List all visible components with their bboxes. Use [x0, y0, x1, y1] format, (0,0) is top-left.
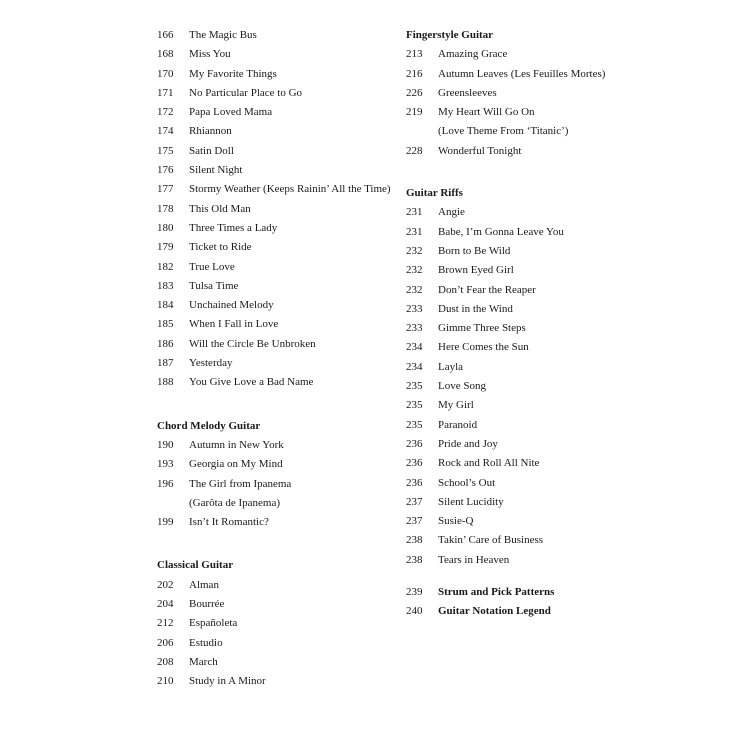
- song-title: Here Comes the Sun: [438, 341, 529, 354]
- songs-list: [157, 26, 389, 393]
- song-title: Papa Loved Mama: [189, 106, 273, 119]
- list-item: [157, 315, 389, 334]
- list-item: [406, 319, 636, 338]
- page-number: 204: [157, 598, 174, 611]
- section-heading: Guitar Riffs: [406, 187, 463, 200]
- song-title: You Give Love a Bad Name: [189, 376, 314, 389]
- page-number: 238: [406, 553, 423, 566]
- appendix-title: Strum and Pick Patterns: [438, 586, 555, 599]
- song-subtitle: (Garôta de Ipanema): [189, 496, 281, 509]
- list-item: [157, 45, 389, 64]
- list-item: [157, 595, 389, 614]
- list-item: [157, 513, 389, 532]
- song-title: Pride and Joy: [438, 437, 498, 450]
- song-title: Tulsa Time: [189, 279, 239, 292]
- list-item: [157, 142, 389, 161]
- list-item: [406, 493, 636, 512]
- list-item: [157, 614, 389, 633]
- page-number: 178: [157, 202, 174, 215]
- page-number: 166: [157, 29, 174, 41]
- contents-left-column: [157, 26, 389, 692]
- song-title: Study in A Minor: [189, 675, 266, 688]
- list-item: [157, 103, 389, 122]
- song-title: Rock and Roll All Nite: [438, 457, 540, 470]
- page-number: 233: [406, 302, 423, 315]
- song-title: March: [189, 655, 218, 668]
- song-title: My Girl: [438, 399, 474, 412]
- list-item: [157, 180, 389, 199]
- riffs-section: [406, 184, 636, 570]
- song-title: This Old Man: [189, 202, 251, 215]
- song-title: Silent Lucidity: [438, 495, 504, 508]
- list-item: [157, 296, 389, 315]
- song-title: Satin Doll: [189, 144, 234, 157]
- list-item: [157, 436, 389, 455]
- list-item: [157, 672, 389, 691]
- page-number: 180: [157, 221, 174, 234]
- song-title: Autumn in New York: [189, 438, 284, 451]
- song-title: Paranoid: [438, 418, 478, 431]
- contents-right-column: [406, 26, 636, 622]
- section-spacer: [406, 570, 636, 583]
- list-item: [157, 373, 389, 392]
- list-item: [157, 335, 389, 354]
- list-item: [406, 416, 636, 435]
- list-item: [406, 242, 636, 261]
- list-item: [157, 26, 389, 45]
- page-number: 183: [157, 279, 174, 292]
- song-title: When I Fall in Love: [189, 318, 279, 331]
- page-number: 240: [406, 605, 423, 618]
- list-item: [157, 219, 389, 238]
- section-spacer: [157, 393, 389, 417]
- page-number: 234: [406, 341, 423, 354]
- page-number: 237: [406, 495, 423, 508]
- song-title: My Heart Will Go On: [438, 106, 535, 119]
- list-item: [406, 531, 636, 550]
- list-item: [406, 512, 636, 531]
- page-number: 179: [157, 241, 174, 254]
- page-number: 237: [406, 515, 423, 528]
- page-number: 184: [157, 299, 174, 312]
- song-title: Georgia on My Mind: [189, 458, 283, 471]
- song-title: My Favorite Things: [189, 67, 277, 80]
- page-number: 193: [157, 458, 174, 471]
- appendix-title: Guitar Notation Legend: [438, 605, 551, 618]
- list-item: [406, 583, 636, 602]
- page-number: 168: [157, 48, 174, 61]
- page-number: 234: [406, 360, 423, 373]
- song-title: Love Song: [438, 380, 486, 393]
- list-item: [157, 84, 389, 103]
- page-number: 233: [406, 322, 423, 335]
- song-title: The Girl from Ipanema: [189, 477, 292, 490]
- page-number: 177: [157, 183, 174, 196]
- list-item: [406, 454, 636, 473]
- song-title: Autumn Leaves (Les Feuilles Mortes): [438, 67, 606, 80]
- list-item: [406, 358, 636, 377]
- section-spacer: [406, 161, 636, 184]
- song-title: Takin’ Care of Business: [438, 534, 544, 547]
- list-item: [406, 602, 636, 621]
- list-item: [157, 653, 389, 672]
- song-title: True Love: [189, 260, 235, 273]
- list-item: [406, 142, 636, 161]
- page-number: 231: [406, 225, 423, 238]
- page-number: 186: [157, 337, 174, 350]
- page-number: 238: [406, 534, 423, 547]
- song-title: Silent Night: [189, 164, 243, 177]
- list-item: [406, 300, 636, 319]
- page-number: 175: [157, 144, 174, 157]
- page-number: 174: [157, 125, 174, 138]
- page-number: 210: [157, 675, 174, 688]
- song-title: Amazing Grace: [438, 48, 508, 61]
- song-title: Unchained Melody: [189, 299, 274, 312]
- song-title: The Magic Bus: [189, 29, 257, 41]
- list-item: [406, 281, 636, 300]
- song-title: Brown Eyed Girl: [438, 264, 514, 277]
- song-title: Tears in Heaven: [438, 553, 510, 566]
- list-item: [157, 238, 389, 257]
- page-number: 226: [406, 86, 423, 99]
- appendix-section: [406, 583, 636, 622]
- list-item: [406, 261, 636, 280]
- song-title: Yesterday: [189, 357, 233, 370]
- list-item: [157, 65, 389, 84]
- list-item: [406, 377, 636, 396]
- song-title: Greensleeves: [438, 86, 497, 99]
- song-title: Don’t Fear the Reaper: [438, 283, 536, 296]
- page-number: 185: [157, 318, 174, 331]
- list-item: [406, 203, 636, 222]
- page-number: 213: [406, 48, 423, 61]
- page-number: 206: [157, 636, 174, 649]
- list-item: [157, 277, 389, 296]
- list-item: [406, 103, 636, 122]
- list-item: [406, 474, 636, 493]
- song-title: No Particular Place to Go: [189, 86, 303, 99]
- list-item: [157, 258, 389, 277]
- page-number: 231: [406, 206, 423, 219]
- song-subtitle: (Love Theme From ‘Titanic’): [438, 125, 569, 138]
- section-heading: Chord Melody Guitar: [157, 419, 261, 432]
- page-number: 202: [157, 578, 174, 591]
- song-title: Estudio: [189, 636, 223, 649]
- song-title: Dust in the Wind: [438, 302, 513, 315]
- page-number: 236: [406, 437, 423, 450]
- page-number: 187: [157, 357, 174, 370]
- page-number: 170: [157, 67, 174, 80]
- page-number: 232: [406, 244, 423, 257]
- song-title: Babe, I’m Gonna Leave You: [438, 225, 564, 238]
- list-item: [157, 576, 389, 595]
- song-title: Rhiannon: [189, 125, 232, 138]
- song-title: Isn’t It Romantic?: [189, 516, 269, 529]
- page-number: 232: [406, 264, 423, 277]
- list-item: [406, 45, 636, 64]
- list-item: [406, 435, 636, 454]
- list-item: [157, 455, 389, 474]
- list-item: [157, 200, 389, 219]
- song-title: Ticket to Ride: [189, 241, 252, 254]
- song-title: Bourrée: [189, 598, 225, 611]
- section-spacer: [157, 532, 389, 556]
- list-item: [406, 223, 636, 242]
- page-number: 228: [406, 144, 423, 157]
- page-number: 239: [406, 586, 423, 599]
- section-heading: Fingerstyle Guitar: [406, 29, 494, 41]
- list-item: [406, 396, 636, 415]
- page-number: 171: [157, 86, 174, 99]
- song-title: School’s Out: [438, 476, 496, 489]
- page-number: 216: [406, 67, 423, 80]
- song-title: Miss You: [189, 48, 231, 61]
- page-number: 235: [406, 380, 423, 393]
- song-title: Layla: [438, 360, 464, 373]
- list-item: [406, 338, 636, 357]
- song-title: Gimme Three Steps: [438, 322, 526, 335]
- page-number: 182: [157, 260, 174, 273]
- song-title: Born to Be Wild: [438, 244, 511, 257]
- page-number: 196: [157, 477, 174, 490]
- song-title: Will the Circle Be Unbroken: [189, 337, 316, 350]
- fingerstyle-section: [406, 26, 636, 161]
- list-item: [157, 161, 389, 180]
- list-item: [157, 122, 389, 141]
- list-item: [157, 634, 389, 653]
- chord-melody-section: [157, 417, 389, 533]
- page-number: 199: [157, 516, 174, 529]
- page-number: 235: [406, 418, 423, 431]
- list-item: [406, 65, 636, 84]
- list-item: [157, 475, 389, 494]
- song-title: Stormy Weather (Keeps Rainin’ All the Time): [189, 183, 391, 196]
- page-number: 176: [157, 164, 174, 177]
- page-number: 236: [406, 457, 423, 470]
- song-title: Susie-Q: [438, 515, 474, 528]
- list-item: [406, 551, 636, 570]
- section-heading: Classical Guitar: [157, 559, 234, 572]
- list-item: [157, 354, 389, 373]
- song-title: Españoleta: [189, 617, 238, 630]
- page-number: 212: [157, 617, 174, 630]
- page-number: 235: [406, 399, 423, 412]
- page-number: 190: [157, 438, 174, 451]
- song-title: Angie: [438, 206, 465, 219]
- list-item: [406, 84, 636, 103]
- song-title: Alman: [189, 578, 219, 591]
- page-number: 219: [406, 106, 423, 119]
- song-title: Three Times a Lady: [189, 221, 278, 234]
- page-number: 232: [406, 283, 423, 296]
- classical-section: [157, 556, 389, 691]
- song-title: Wonderful Tonight: [438, 144, 522, 157]
- page-number: 236: [406, 476, 423, 489]
- page-number: 188: [157, 376, 174, 389]
- page-number: 172: [157, 106, 174, 119]
- page-number: 208: [157, 655, 174, 668]
